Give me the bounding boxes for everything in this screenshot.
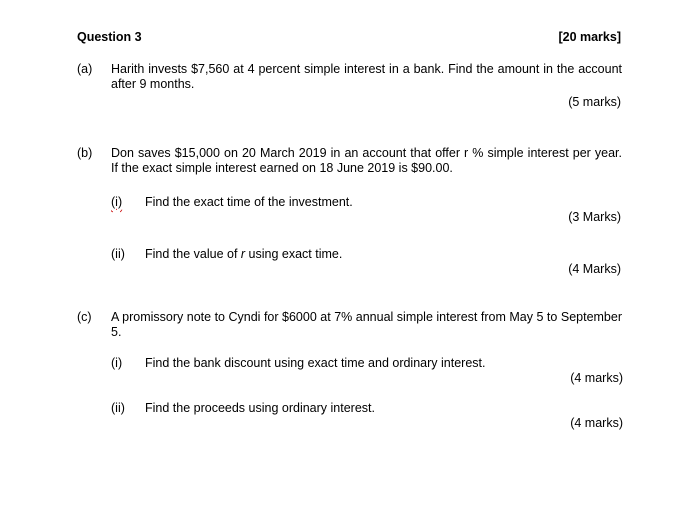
question-title: Question 3: [77, 30, 142, 44]
part-c-sub1-text: Find the bank discount using exact time and ordinary interest.: [145, 356, 486, 370]
part-c-label: (c): [77, 310, 92, 324]
part-b-sub2-label: (ii): [111, 247, 125, 261]
part-c-sub1-marks: (4 marks): [570, 371, 623, 385]
part-c-sub1-label: (i): [111, 356, 123, 370]
part-c-sub2-text: Find the proceeds using ordinary interest.: [145, 401, 375, 415]
part-b-label: (b): [77, 146, 93, 160]
part-a-text: Harith invests $7,560 at 4 percent simple interest in a bank. Find the amount in the account after 9 months.: [111, 62, 622, 91]
part-b-sub2-marks: (4 Marks): [568, 262, 621, 276]
part-b-sub2-variable: r: [240, 247, 246, 261]
total-marks: [20 marks]: [558, 30, 621, 44]
part-b-sub1-label: (i): [111, 195, 123, 209]
part-c-sub2-label: (ii): [111, 401, 125, 415]
part-c-text: A promissory note to Cyndi for $6000 at 7% annual simple interest from May 5 to September 5.: [111, 310, 622, 339]
part-c-sub2-marks: (4 marks): [570, 416, 623, 430]
part-b-sub1-marks: (3 Marks): [568, 210, 621, 224]
part-b-sub2-text-before: Find the value of: [145, 247, 241, 261]
part-a-label: (a): [77, 62, 93, 76]
part-a-marks: (5 marks): [568, 95, 621, 109]
part-b-sub1-text: Find the exact time of the investment.: [145, 195, 353, 209]
part-b-sub2-text: [145, 247, 342, 262]
part-b-text: Don saves $15,000 on 20 March 2019 in an account that offer r % simple interest per year. If the exact simple interest earned on 18 June 2019 is $90.00.: [111, 146, 622, 175]
part-b-sub2-text-after: using exact time.: [245, 247, 343, 261]
